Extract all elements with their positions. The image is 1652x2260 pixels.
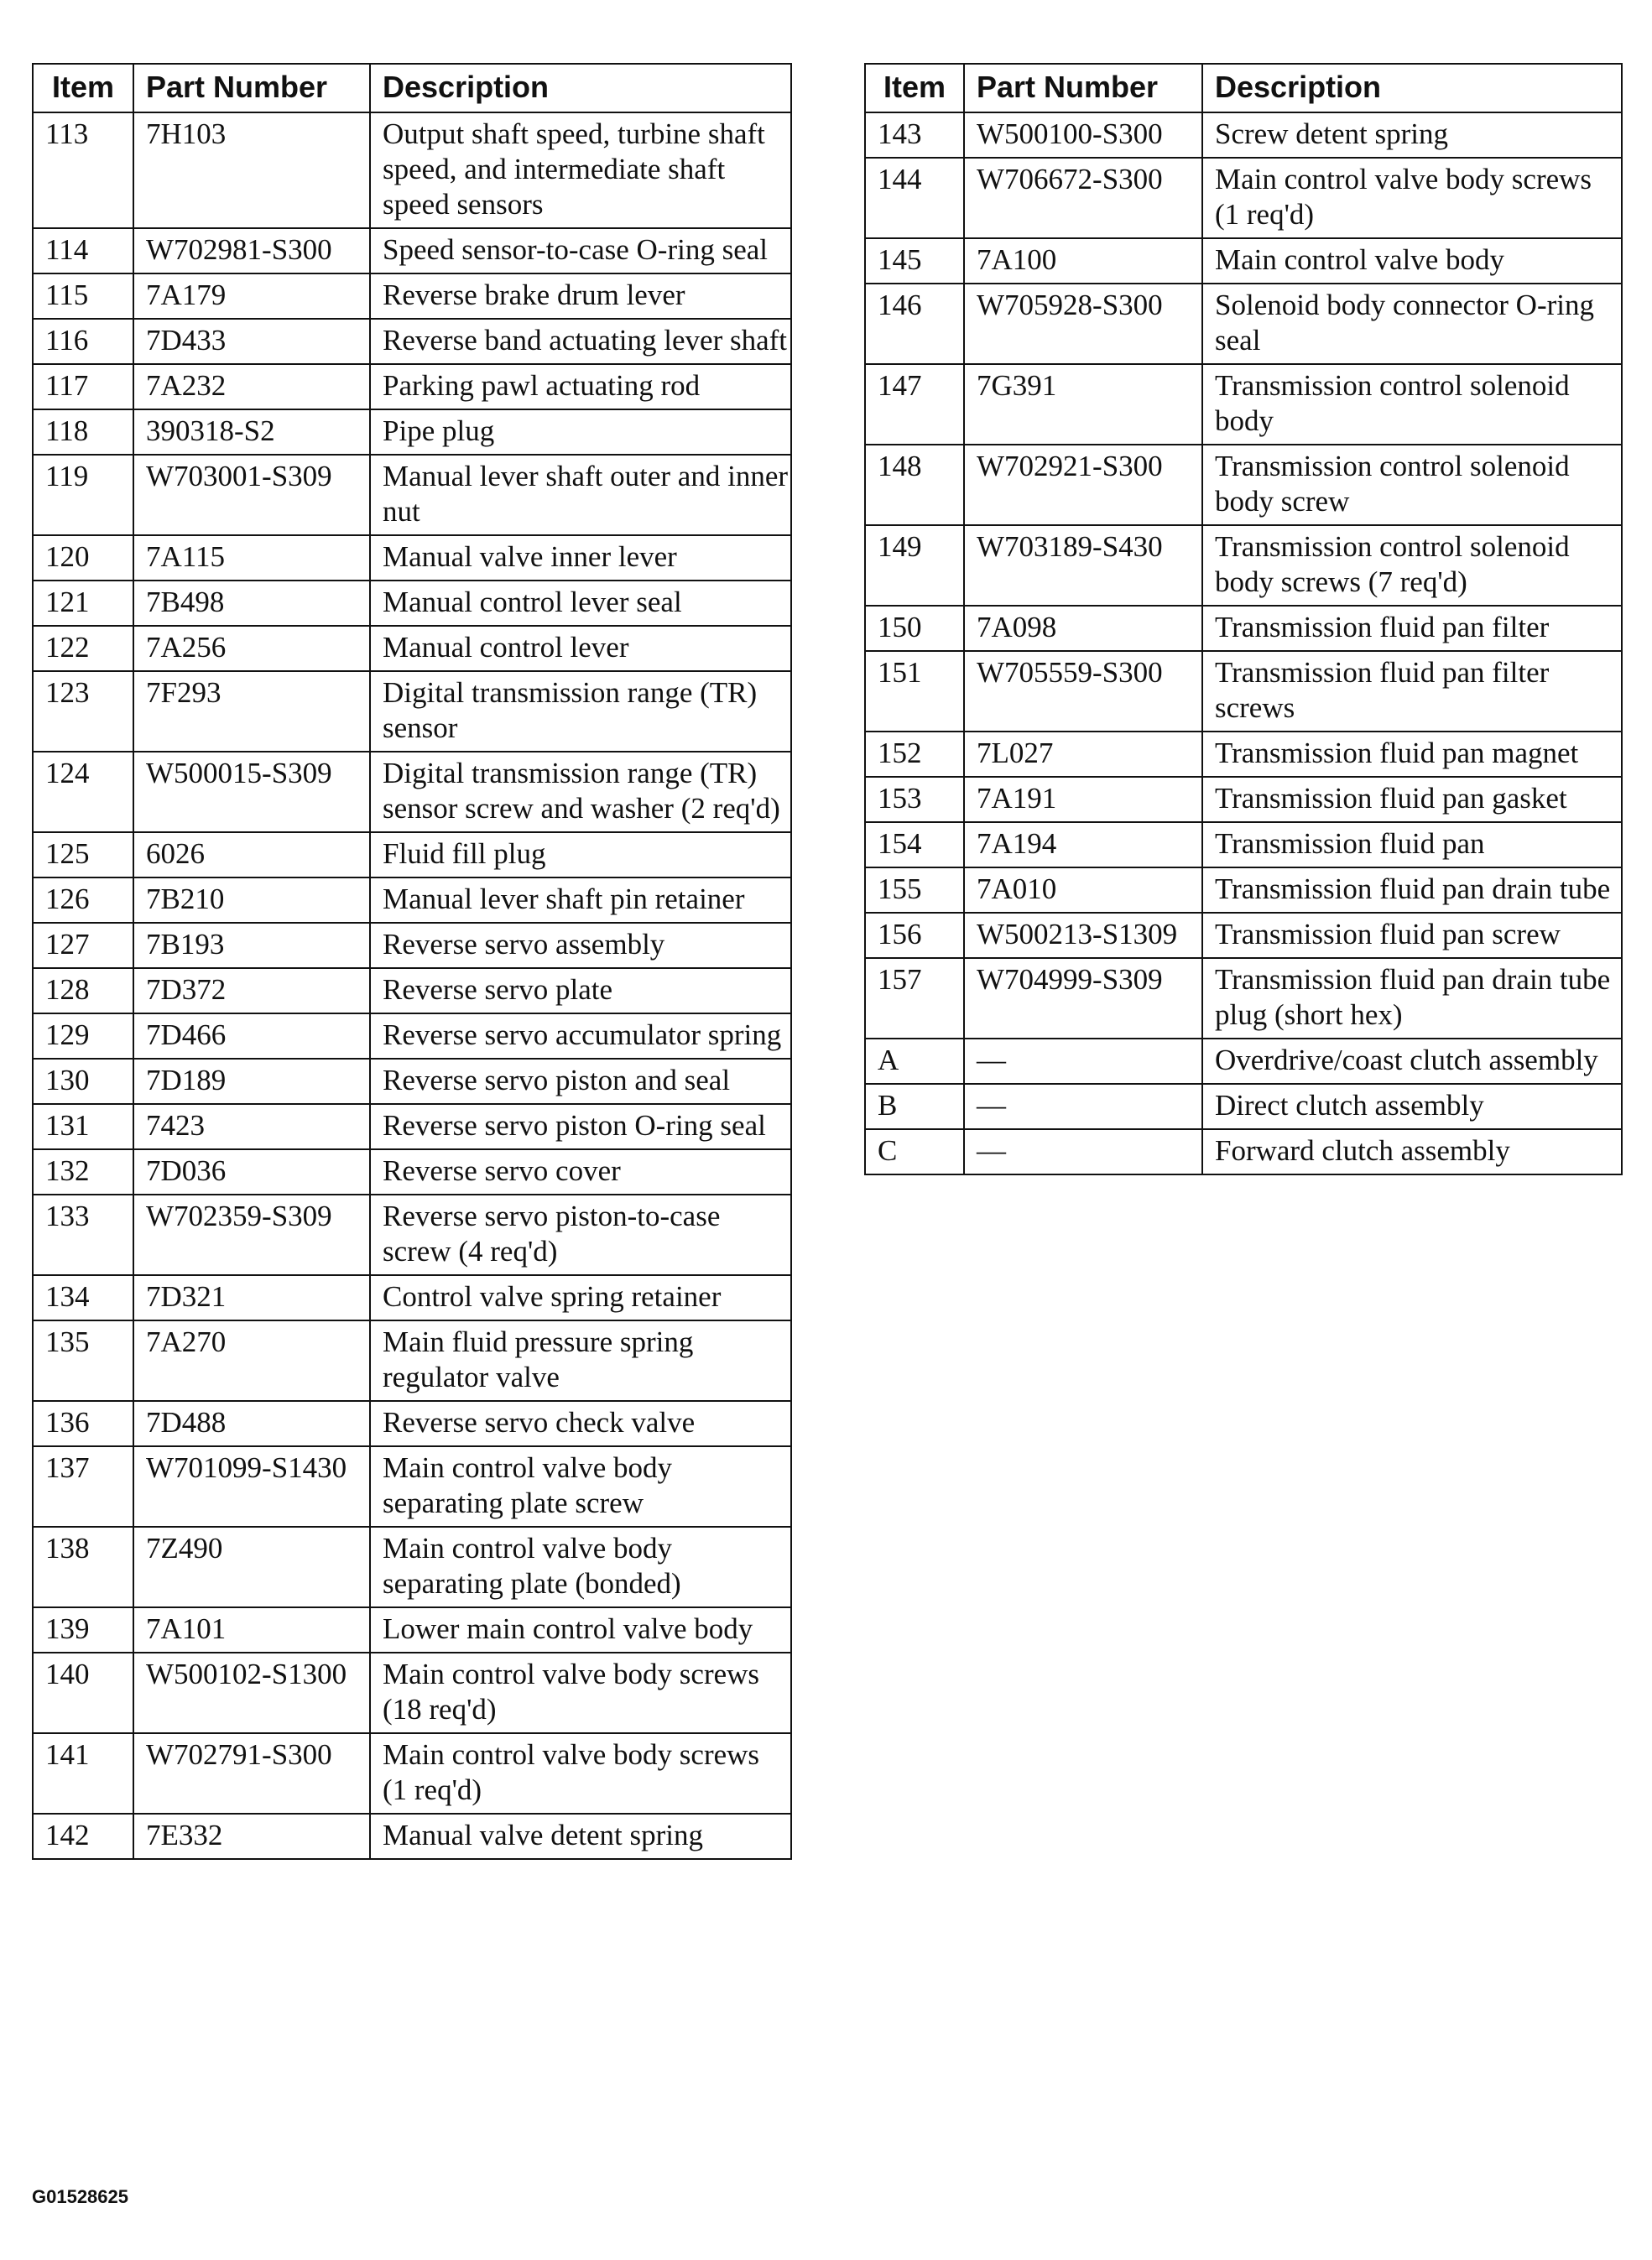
description-cell: Reverse band actuating lever shaft	[370, 319, 791, 364]
table-row	[33, 581, 791, 626]
table-row	[865, 284, 1622, 364]
description-cell: Manual lever shaft pin retainer	[370, 877, 791, 923]
table-row	[33, 1275, 791, 1320]
item-number-cell: 136	[33, 1401, 133, 1446]
description-cell: Reverse servo piston-to-case screw (4 req'd)	[370, 1195, 791, 1275]
item-number-cell: 129	[33, 1013, 133, 1059]
item-number-cell: 123	[33, 671, 133, 752]
description-cell: Transmission fluid pan	[1202, 822, 1622, 867]
table-row	[865, 364, 1622, 445]
description-cell: Main control valve body separating plate screw	[370, 1446, 791, 1527]
description-cell: Main control valve body screws (1 req'd)	[370, 1733, 791, 1814]
table-row	[33, 364, 791, 409]
table-row	[33, 1059, 791, 1104]
item-number-cell: 124	[33, 752, 133, 832]
description-cell: Main control valve body	[1202, 238, 1622, 284]
part-number-cell: 7A115	[133, 535, 370, 581]
part-number-cell: 7D036	[133, 1149, 370, 1195]
item-number-cell: 141	[33, 1733, 133, 1814]
table-row	[865, 158, 1622, 238]
item-number-cell: 113	[33, 112, 133, 228]
item-number-cell: 148	[865, 445, 964, 525]
table-row	[33, 671, 791, 752]
item-number-cell: 153	[865, 777, 964, 822]
part-number-cell: 390318-S2	[133, 409, 370, 455]
description-cell: Manual lever shaft outer and inner nut	[370, 455, 791, 535]
part-number-cell: W703001-S309	[133, 455, 370, 535]
description-cell: Parking pawl actuating rod	[370, 364, 791, 409]
item-number-cell: 144	[865, 158, 964, 238]
description-cell: Screw detent spring	[1202, 112, 1622, 158]
part-number-cell: 7Z490	[133, 1527, 370, 1607]
figure-id: G01528625	[32, 2186, 128, 2207]
item-number-cell: 146	[865, 284, 964, 364]
part-number-cell: 7D189	[133, 1059, 370, 1104]
description-cell: Main fluid pressure spring regulator valve	[370, 1320, 791, 1401]
description-cell: Reverse servo plate	[370, 968, 791, 1013]
description-cell: Lower main control valve body	[370, 1607, 791, 1653]
part-number-cell: —	[964, 1084, 1202, 1129]
part-number-cell: 7A191	[964, 777, 1202, 822]
description-cell: Main control valve body screws (1 req'd)	[1202, 158, 1622, 238]
part-number-column-header: Part Number	[964, 64, 1202, 112]
part-number-cell: 7D372	[133, 968, 370, 1013]
description-cell: Reverse servo piston and seal	[370, 1059, 791, 1104]
table-row	[33, 968, 791, 1013]
table-row	[865, 651, 1622, 732]
part-number-cell: W500213-S1309	[964, 913, 1202, 958]
description-cell: Transmission fluid pan drain tube plug (short hex)	[1202, 958, 1622, 1039]
table-header-row	[33, 64, 791, 112]
description-cell: Speed sensor-to-case O-ring seal	[370, 228, 791, 273]
item-number-cell: 155	[865, 867, 964, 913]
description-column-header: Description	[1202, 64, 1622, 112]
description-cell: Forward clutch assembly	[1202, 1129, 1622, 1174]
item-number-cell: 156	[865, 913, 964, 958]
part-number-cell: 7A194	[964, 822, 1202, 867]
table-row	[33, 1814, 791, 1859]
part-number-cell: W701099-S1430	[133, 1446, 370, 1527]
description-cell: Pipe plug	[370, 409, 791, 455]
item-number-cell: 157	[865, 958, 964, 1039]
description-cell: Digital transmission range (TR) sensor	[370, 671, 791, 752]
description-cell: Transmission control solenoid body screws (7 req'd)	[1202, 525, 1622, 606]
part-number-cell: 7A270	[133, 1320, 370, 1401]
table-row	[865, 822, 1622, 867]
description-cell: Manual control lever	[370, 626, 791, 671]
description-cell: Transmission fluid pan gasket	[1202, 777, 1622, 822]
table-row	[33, 1013, 791, 1059]
part-number-cell: 7A179	[133, 273, 370, 319]
table-row	[33, 1401, 791, 1446]
table-row	[33, 319, 791, 364]
table-row	[33, 1527, 791, 1607]
part-number-cell: W705928-S300	[964, 284, 1202, 364]
table-row	[865, 525, 1622, 606]
table-row	[865, 238, 1622, 284]
item-number-cell: C	[865, 1129, 964, 1174]
item-number-cell: 154	[865, 822, 964, 867]
item-number-cell: 151	[865, 651, 964, 732]
description-cell: Direct clutch assembly	[1202, 1084, 1622, 1129]
part-number-cell: W704999-S309	[964, 958, 1202, 1039]
part-number-cell: 7A010	[964, 867, 1202, 913]
part-number-cell: W702359-S309	[133, 1195, 370, 1275]
description-cell: Manual valve detent spring	[370, 1814, 791, 1859]
item-number-cell: 147	[865, 364, 964, 445]
item-number-cell: 120	[33, 535, 133, 581]
item-number-cell: 143	[865, 112, 964, 158]
table-row	[33, 1195, 791, 1275]
item-number-cell: 139	[33, 1607, 133, 1653]
part-number-cell: 7B193	[133, 923, 370, 968]
item-number-cell: A	[865, 1039, 964, 1084]
table-row	[33, 228, 791, 273]
description-cell: Reverse servo assembly	[370, 923, 791, 968]
table-row	[865, 732, 1622, 777]
description-cell: Transmission fluid pan filter screws	[1202, 651, 1622, 732]
table-row	[33, 877, 791, 923]
part-number-cell: 7A256	[133, 626, 370, 671]
part-number-cell: 7H103	[133, 112, 370, 228]
item-number-cell: 133	[33, 1195, 133, 1275]
part-number-cell: W500102-S1300	[133, 1653, 370, 1733]
table-row	[33, 832, 791, 877]
part-number-cell: 6026	[133, 832, 370, 877]
table-row	[33, 535, 791, 581]
table-row	[33, 455, 791, 535]
description-cell: Manual control lever seal	[370, 581, 791, 626]
item-column-header: Item	[865, 64, 964, 112]
item-number-cell: 152	[865, 732, 964, 777]
parts-table-left	[32, 63, 792, 1860]
part-number-cell: 7D321	[133, 1275, 370, 1320]
item-number-cell: 140	[33, 1653, 133, 1733]
part-number-cell: 7A101	[133, 1607, 370, 1653]
part-number-cell: W702981-S300	[133, 228, 370, 273]
part-number-cell: W706672-S300	[964, 158, 1202, 238]
item-number-cell: 119	[33, 455, 133, 535]
item-number-cell: 114	[33, 228, 133, 273]
part-number-cell: W703189-S430	[964, 525, 1202, 606]
description-cell: Transmission fluid pan magnet	[1202, 732, 1622, 777]
item-number-cell: 118	[33, 409, 133, 455]
table-row	[865, 1039, 1622, 1084]
part-number-cell: W702921-S300	[964, 445, 1202, 525]
part-number-cell: 7D433	[133, 319, 370, 364]
description-cell: Transmission fluid pan filter	[1202, 606, 1622, 651]
description-cell: Solenoid body connector O-ring seal	[1202, 284, 1622, 364]
description-cell: Reverse servo cover	[370, 1149, 791, 1195]
table-header-row	[865, 64, 1622, 112]
part-number-cell: 7B210	[133, 877, 370, 923]
table-row	[33, 626, 791, 671]
part-number-column-header: Part Number	[133, 64, 370, 112]
table-row	[33, 1446, 791, 1527]
part-number-cell: —	[964, 1039, 1202, 1084]
table-row	[865, 1084, 1622, 1129]
table-row	[33, 409, 791, 455]
item-number-cell: 131	[33, 1104, 133, 1149]
table-row	[33, 752, 791, 832]
item-number-cell: 132	[33, 1149, 133, 1195]
table-row	[865, 1129, 1622, 1174]
description-cell: Reverse servo piston O-ring seal	[370, 1104, 791, 1149]
part-number-cell: 7A098	[964, 606, 1202, 651]
table-row	[33, 112, 791, 228]
description-cell: Reverse brake drum lever	[370, 273, 791, 319]
description-cell: Transmission fluid pan drain tube	[1202, 867, 1622, 913]
description-cell: Reverse servo accumulator spring	[370, 1013, 791, 1059]
part-number-cell: W702791-S300	[133, 1733, 370, 1814]
description-column-header: Description	[370, 64, 791, 112]
item-number-cell: 134	[33, 1275, 133, 1320]
item-number-cell: 149	[865, 525, 964, 606]
item-column-header: Item	[33, 64, 133, 112]
part-number-cell: 7B498	[133, 581, 370, 626]
item-number-cell: 145	[865, 238, 964, 284]
description-cell: Transmission control solenoid body	[1202, 364, 1622, 445]
item-number-cell: 137	[33, 1446, 133, 1527]
part-number-cell: 7G391	[964, 364, 1202, 445]
part-number-cell: W705559-S300	[964, 651, 1202, 732]
table-row	[865, 777, 1622, 822]
item-number-cell: 116	[33, 319, 133, 364]
description-cell: Main control valve body separating plate (bonded)	[370, 1527, 791, 1607]
item-number-cell: 127	[33, 923, 133, 968]
part-number-cell: 7D488	[133, 1401, 370, 1446]
description-cell: Fluid fill plug	[370, 832, 791, 877]
table-row	[33, 1653, 791, 1733]
part-number-cell: 7A232	[133, 364, 370, 409]
table-row	[865, 445, 1622, 525]
table-row	[33, 1149, 791, 1195]
item-number-cell: 128	[33, 968, 133, 1013]
table-row	[33, 273, 791, 319]
description-cell: Output shaft speed, turbine shaft speed, and intermediate shaft speed sensors	[370, 112, 791, 228]
part-number-cell: 7E332	[133, 1814, 370, 1859]
table-row	[33, 923, 791, 968]
table-row	[33, 1320, 791, 1401]
part-number-cell: 7A100	[964, 238, 1202, 284]
description-cell: Manual valve inner lever	[370, 535, 791, 581]
description-cell: Digital transmission range (TR) sensor screw and washer (2 req'd)	[370, 752, 791, 832]
part-number-cell: 7L027	[964, 732, 1202, 777]
item-number-cell: 125	[33, 832, 133, 877]
description-cell: Transmission fluid pan screw	[1202, 913, 1622, 958]
item-number-cell: 115	[33, 273, 133, 319]
table-row	[865, 867, 1622, 913]
item-number-cell: 117	[33, 364, 133, 409]
part-number-cell: 7D466	[133, 1013, 370, 1059]
table-row	[865, 958, 1622, 1039]
part-number-cell: 7F293	[133, 671, 370, 752]
description-cell: Overdrive/coast clutch assembly	[1202, 1039, 1622, 1084]
part-number-cell: W500015-S309	[133, 752, 370, 832]
table-row	[33, 1104, 791, 1149]
parts-table-right	[864, 63, 1623, 1175]
item-number-cell: 135	[33, 1320, 133, 1401]
description-cell: Transmission control solenoid body screw	[1202, 445, 1622, 525]
item-number-cell: 121	[33, 581, 133, 626]
description-cell: Main control valve body screws (18 req'd)	[370, 1653, 791, 1733]
table-row	[865, 913, 1622, 958]
table-row	[33, 1733, 791, 1814]
table-row	[865, 606, 1622, 651]
item-number-cell: 126	[33, 877, 133, 923]
part-number-cell: —	[964, 1129, 1202, 1174]
table-row	[865, 112, 1622, 158]
item-number-cell: 122	[33, 626, 133, 671]
table-row	[33, 1607, 791, 1653]
item-number-cell: B	[865, 1084, 964, 1129]
description-cell: Reverse servo check valve	[370, 1401, 791, 1446]
item-number-cell: 142	[33, 1814, 133, 1859]
description-cell: Control valve spring retainer	[370, 1275, 791, 1320]
part-number-cell: W500100-S300	[964, 112, 1202, 158]
item-number-cell: 130	[33, 1059, 133, 1104]
part-number-cell: 7423	[133, 1104, 370, 1149]
item-number-cell: 138	[33, 1527, 133, 1607]
item-number-cell: 150	[865, 606, 964, 651]
